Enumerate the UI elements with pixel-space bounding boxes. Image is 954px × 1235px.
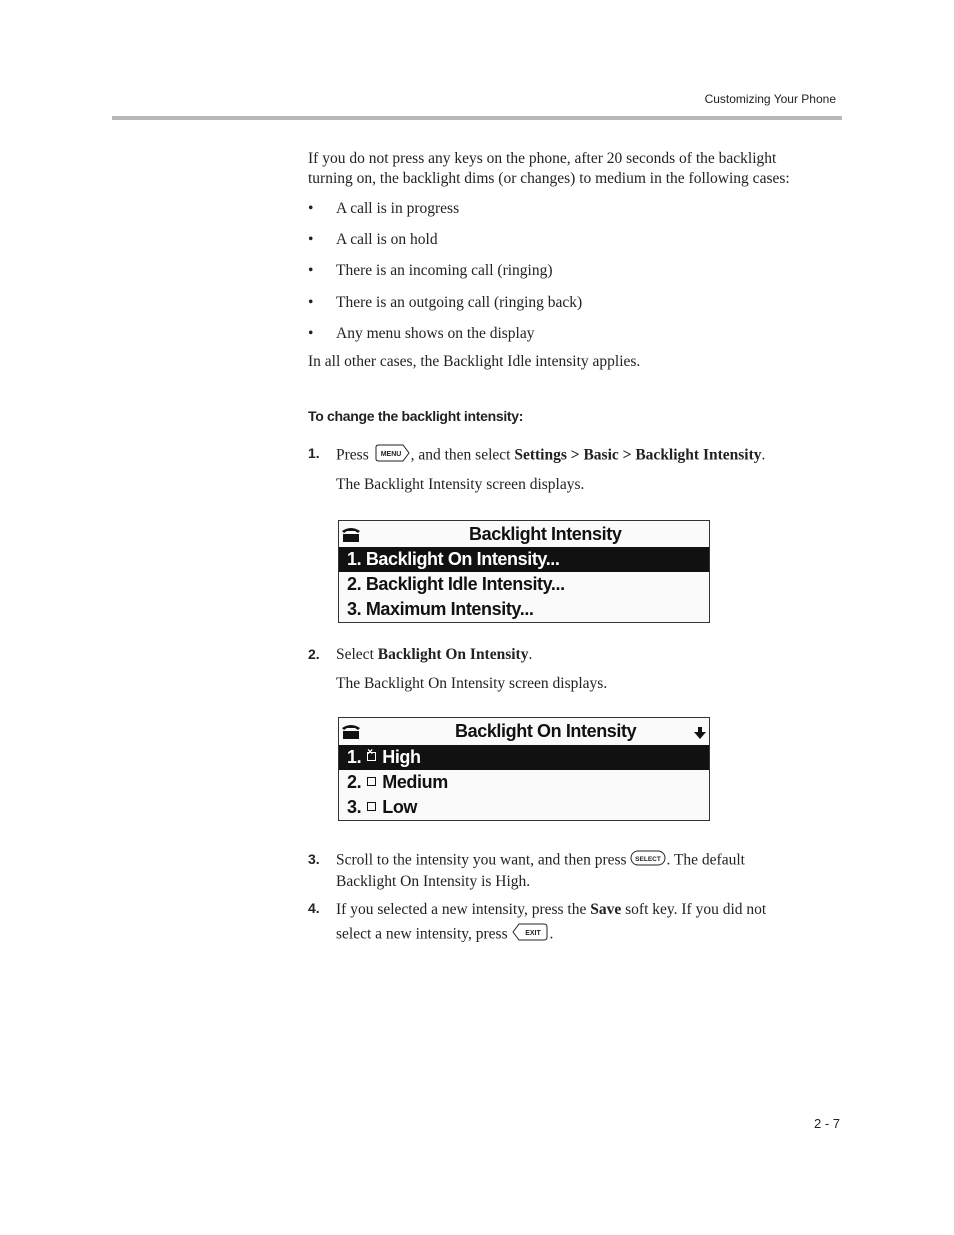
option-label: High [382, 747, 421, 767]
step-text-part: . [549, 925, 554, 943]
backlight-on-intensity-screen [338, 717, 710, 821]
scroll-down-arrow-icon [693, 726, 707, 745]
exit-key-label: EXIT [525, 930, 542, 937]
checkbox-checked-icon[interactable] [367, 752, 376, 761]
option-number: 2. [347, 772, 362, 792]
step-text-part: . [761, 446, 766, 464]
option-low[interactable] [339, 795, 709, 820]
step-text-part: If you selected a new intensity, press the [336, 901, 587, 918]
step-2-result: The Backlight On Intensity screen displays. [336, 675, 608, 692]
step-number: 4. [308, 900, 320, 916]
checkbox-icon[interactable] [367, 777, 376, 786]
list-item-text: A call is in progress [336, 200, 460, 217]
screen-title: Backlight On Intensity [455, 721, 637, 741]
step-text-part: , and then select [410, 446, 511, 464]
menu-path: Settings > Basic > Backlight Intensity [514, 446, 762, 464]
step-text-part: . The default [666, 851, 745, 869]
checkbox-icon[interactable] [367, 802, 376, 811]
phone-icon [341, 525, 361, 548]
step-1-text [336, 443, 765, 469]
menu-key-label: MENU [380, 451, 401, 458]
step-number: 1. [308, 445, 320, 461]
step-text-part: . [528, 646, 533, 663]
bullet-marker: • [308, 262, 314, 279]
step-text-part: Scroll to the intensity you want, and then press [336, 851, 627, 869]
menu-key-icon [373, 443, 411, 469]
step-1-result: The Backlight Intensity screen displays. [336, 476, 585, 493]
bullet-marker: • [308, 325, 314, 342]
option-label: Medium [382, 772, 448, 792]
step-3-text [336, 849, 745, 873]
step-number: 2. [308, 646, 320, 662]
intro-line-1: If you do not press any keys on the phone, after 20 seconds of the backlight [308, 150, 777, 167]
list-item-text: There is an outgoing call (ringing back) [336, 294, 583, 311]
header-divider [112, 116, 842, 120]
page-number: 2 - 7 [813, 1116, 840, 1131]
list-item-text: There is an incoming call (ringing) [336, 262, 553, 279]
running-header: Customizing Your Phone [704, 92, 836, 106]
step-text-part: select a new intensity, press [336, 925, 508, 943]
menu-item[interactable]: 3. Maximum Intensity... [347, 599, 534, 619]
step-3-text-line-2: Backlight On Intensity is High. [336, 873, 531, 890]
softkey-name: Save [590, 901, 622, 918]
list-item-text: Any menu shows on the display [336, 325, 535, 342]
select-key-icon [630, 849, 666, 873]
menu-item[interactable]: 1. Backlight On Intensity... [339, 547, 709, 572]
screen-title: Backlight Intensity [469, 524, 622, 544]
procedure-heading: To change the backlight intensity: [308, 408, 524, 424]
step-4-text-line-2 [336, 921, 553, 949]
step-text-part: soft key. If you did not [625, 901, 767, 918]
step-number: 3. [308, 851, 320, 867]
phone-icon [341, 722, 361, 745]
option-high[interactable] [339, 745, 709, 770]
option-label: Low [382, 797, 418, 817]
option-number: 3. [347, 797, 362, 817]
backlight-intensity-screen [338, 520, 710, 623]
option-number: 1. [347, 747, 362, 767]
step-2-text [336, 644, 532, 665]
step-text-part: Select [336, 646, 374, 663]
menu-item[interactable]: 2. Backlight Idle Intensity... [347, 574, 565, 594]
select-key-label: SELECT [635, 856, 662, 863]
bullet-marker: • [308, 200, 314, 217]
bullet-marker: • [308, 231, 314, 248]
menu-option-name: Backlight On Intensity [377, 646, 529, 663]
option-medium[interactable] [339, 770, 709, 795]
step-text-part: Press [336, 446, 369, 464]
closing-paragraph: In all other cases, the Backlight Idle intensity applies. [308, 353, 641, 370]
step-4-text [336, 899, 766, 920]
intro-line-2: turning on, the backlight dims (or changes) to medium in the following cases: [308, 170, 790, 187]
bullet-marker: • [308, 294, 314, 311]
list-item-text: A call is on hold [336, 231, 438, 248]
exit-key-icon [511, 921, 549, 949]
